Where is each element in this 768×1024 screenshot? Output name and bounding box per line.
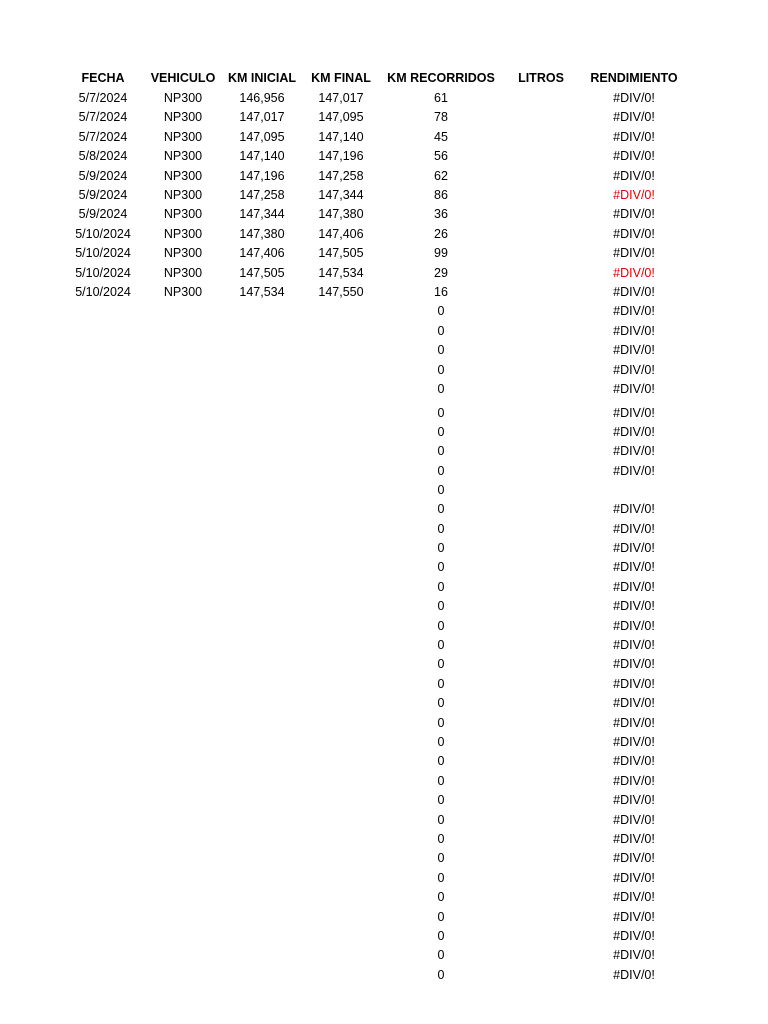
cell-rendimiento: #DIV/0! xyxy=(613,637,655,652)
cell-vehiculo: NP300 xyxy=(163,265,203,280)
cell-rendimiento: #DIV/0! xyxy=(613,405,655,420)
cell-vehiculo: NP300 xyxy=(163,246,203,261)
cell-rendimiento: #DIV/0! xyxy=(613,676,655,691)
cell-km-recorridos: 0 xyxy=(437,444,445,459)
cell-km-inicial: 147,140 xyxy=(239,149,285,164)
cell-km-recorridos: 0 xyxy=(437,502,445,517)
cell-vehiculo: NP300 xyxy=(163,188,203,202)
cell-km-final: 147,017 xyxy=(318,91,364,105)
cell-km-recorridos: 0 xyxy=(437,928,445,943)
cell-rendimiento: #DIV/0! xyxy=(613,715,655,730)
cell-vehiculo: NP300 xyxy=(163,285,203,299)
cell-km-final: 147,550 xyxy=(318,285,364,299)
header-km-final: KM FINAL xyxy=(311,71,371,85)
cell-rendimiento: #DIV/0! xyxy=(613,246,655,261)
cell-rendimiento: #DIV/0! xyxy=(613,579,655,594)
cell-fecha: 5/7/2024 xyxy=(78,91,128,105)
cell-km-final: 147,380 xyxy=(318,207,364,222)
cell-km-recorridos: 0 xyxy=(437,948,445,963)
cell-km-final: 147,095 xyxy=(318,110,364,125)
cell-rendimiento: #DIV/0! xyxy=(613,304,655,319)
cell-vehiculo: NP300 xyxy=(163,129,203,144)
cell-rendimiento: #DIV/0! xyxy=(613,773,655,788)
cell-km-recorridos: 0 xyxy=(437,890,445,905)
cell-rendimiento: #DIV/0! xyxy=(613,362,655,377)
cell-rendimiento: #DIV/0! xyxy=(613,110,655,125)
cell-rendimiento: #DIV/0! xyxy=(613,560,655,575)
cell-rendimiento: #DIV/0! xyxy=(613,870,655,885)
cell-rendimiento: #DIV/0! xyxy=(613,851,655,866)
cell-km-recorridos: 0 xyxy=(437,579,445,594)
cell-km-recorridos: 0 xyxy=(437,793,445,808)
cell-rendimiento: #DIV/0! xyxy=(613,928,655,943)
cell-km-inicial: 147,344 xyxy=(239,207,285,222)
cell-km-final: 147,505 xyxy=(318,246,364,261)
cell-fecha: 5/9/2024 xyxy=(78,207,128,222)
cell-km-recorridos: 61 xyxy=(434,91,448,105)
cell-fecha: 5/10/2024 xyxy=(75,226,131,241)
cell-km-recorridos: 0 xyxy=(437,599,445,614)
cell-rendimiento: #DIV/0! xyxy=(613,831,655,846)
cell-rendimiento: #DIV/0! xyxy=(613,948,655,963)
cell-km-final: 147,406 xyxy=(318,226,364,241)
cell-km-final: 147,344 xyxy=(318,188,364,202)
cell-km-recorridos: 0 xyxy=(437,734,445,749)
cell-km-recorridos: 0 xyxy=(437,715,445,730)
cell-km-recorridos: 99 xyxy=(434,246,448,261)
cell-vehiculo: NP300 xyxy=(163,110,203,125)
cell-rendimiento: #DIV/0! xyxy=(613,149,655,164)
cell-km-final: 147,534 xyxy=(318,265,364,280)
header-vehiculo: VEHICULO xyxy=(150,71,216,85)
cell-rendimiento: #DIV/0! xyxy=(613,285,655,299)
cell-rendimiento: #DIV/0! xyxy=(613,463,655,478)
cell-rendimiento: #DIV/0! xyxy=(613,226,655,241)
cell-fecha: 5/8/2024 xyxy=(78,149,128,164)
cell-rendimiento: #DIV/0! xyxy=(613,696,655,711)
cell-km-final: 147,196 xyxy=(318,149,364,164)
cell-km-recorridos: 0 xyxy=(437,696,445,711)
cell-vehiculo: NP300 xyxy=(163,149,203,164)
cell-km-recorridos: 0 xyxy=(437,424,445,439)
cell-rendimiento: #DIV/0! xyxy=(613,967,655,982)
cell-fecha: 5/9/2024 xyxy=(78,188,128,202)
cell-km-recorridos: 0 xyxy=(437,967,445,982)
cell-km-inicial: 147,505 xyxy=(239,265,285,280)
cell-km-recorridos: 0 xyxy=(437,304,445,319)
header-km-inicial: KM INICIAL xyxy=(227,71,297,85)
cell-km-recorridos: 36 xyxy=(434,207,448,222)
cell-rendimiento: #DIV/0! xyxy=(613,444,655,459)
cell-km-recorridos: 0 xyxy=(437,676,445,691)
cell-fecha: 5/9/2024 xyxy=(78,168,128,183)
cell-vehiculo: NP300 xyxy=(163,207,203,222)
cell-km-recorridos: 0 xyxy=(437,323,445,338)
cell-km-recorridos: 0 xyxy=(437,540,445,555)
cell-km-inicial: 146,956 xyxy=(239,91,285,105)
cell-fecha: 5/10/2024 xyxy=(75,246,131,261)
cell-fecha: 5/7/2024 xyxy=(78,129,128,144)
cell-rendimiento: #DIV/0! xyxy=(613,168,655,183)
cell-km-inicial: 147,258 xyxy=(239,188,285,202)
cell-km-recorridos: 56 xyxy=(434,149,448,164)
cell-km-recorridos: 62 xyxy=(434,168,448,183)
cell-rendimiento: #DIV/0! xyxy=(613,129,655,144)
cell-km-recorridos: 0 xyxy=(437,909,445,924)
cell-vehiculo: NP300 xyxy=(163,168,203,183)
cell-rendimiento: #DIV/0! xyxy=(613,599,655,614)
cell-km-recorridos: 0 xyxy=(437,637,445,652)
cell-km-recorridos: 26 xyxy=(434,226,448,241)
cell-km-recorridos: 0 xyxy=(437,618,445,633)
cell-km-recorridos: 0 xyxy=(437,405,445,420)
cell-km-inicial: 147,095 xyxy=(239,129,285,144)
cell-km-inicial: 147,406 xyxy=(239,246,285,261)
cell-km-final: 147,140 xyxy=(318,129,364,144)
cell-fecha: 5/10/2024 xyxy=(75,265,131,280)
cell-km-recorridos: 0 xyxy=(437,521,445,536)
header-litros: LITROS xyxy=(518,71,564,85)
header-km-recorridos: KM RECORRIDOS xyxy=(387,71,495,85)
cell-rendimiento: #DIV/0! xyxy=(613,734,655,749)
cell-rendimiento: #DIV/0! xyxy=(613,618,655,633)
cell-rendimiento: #DIV/0! xyxy=(613,521,655,536)
cell-rendimiento: #DIV/0! xyxy=(613,909,655,924)
cell-km-recorridos: 0 xyxy=(437,657,445,672)
cell-km-recorridos: 16 xyxy=(434,285,448,299)
cell-km-recorridos: 86 xyxy=(434,188,448,202)
cell-km-recorridos: 29 xyxy=(434,265,448,280)
cell-rendimiento: #DIV/0! xyxy=(613,265,655,280)
cell-vehiculo: NP300 xyxy=(163,91,203,105)
cell-rendimiento: #DIV/0! xyxy=(613,812,655,827)
cell-rendimiento: #DIV/0! xyxy=(613,91,655,105)
cell-km-final: 147,258 xyxy=(318,168,364,183)
cell-km-inicial: 147,017 xyxy=(239,110,285,125)
cell-rendimiento: #DIV/0! xyxy=(613,540,655,555)
cell-fecha: 5/7/2024 xyxy=(78,110,128,125)
header-rendimiento: RENDIMIENTO xyxy=(590,71,678,85)
cell-rendimiento: #DIV/0! xyxy=(613,188,655,202)
cell-rendimiento: #DIV/0! xyxy=(613,382,655,396)
cell-rendimiento: #DIV/0! xyxy=(613,207,655,222)
cell-km-inicial: 147,534 xyxy=(239,285,285,299)
cell-km-recorridos: 0 xyxy=(437,812,445,827)
cell-km-recorridos: 0 xyxy=(437,382,445,396)
cell-km-recorridos: 0 xyxy=(437,463,445,478)
cell-rendimiento: #DIV/0! xyxy=(613,424,655,439)
cell-km-recorridos: 0 xyxy=(437,362,445,377)
cell-rendimiento: #DIV/0! xyxy=(613,502,655,517)
cell-fecha: 5/10/2024 xyxy=(75,285,131,299)
cell-km-recorridos: 0 xyxy=(437,851,445,866)
cell-rendimiento: #DIV/0! xyxy=(613,890,655,905)
cell-km-recorridos: 0 xyxy=(437,831,445,846)
cell-km-inicial: 147,196 xyxy=(239,168,285,183)
cell-km-recorridos: 0 xyxy=(437,483,445,498)
cell-km-recorridos: 78 xyxy=(434,110,448,125)
cell-km-inicial: 147,380 xyxy=(239,226,285,241)
cell-km-recorridos: 0 xyxy=(437,560,445,575)
cell-km-recorridos: 45 xyxy=(434,129,448,144)
cell-km-recorridos: 0 xyxy=(437,773,445,788)
cell-rendimiento: #DIV/0! xyxy=(613,657,655,672)
cell-km-recorridos: 0 xyxy=(437,870,445,885)
cell-rendimiento: #DIV/0! xyxy=(613,343,655,358)
cell-rendimiento: #DIV/0! xyxy=(613,793,655,808)
cell-rendimiento: #DIV/0! xyxy=(613,754,655,769)
header-fecha: FECHA xyxy=(81,71,125,85)
cell-vehiculo: NP300 xyxy=(163,226,203,241)
cell-km-recorridos: 0 xyxy=(437,754,445,769)
cell-km-recorridos: 0 xyxy=(437,343,445,358)
cell-rendimiento: #DIV/0! xyxy=(613,323,655,338)
